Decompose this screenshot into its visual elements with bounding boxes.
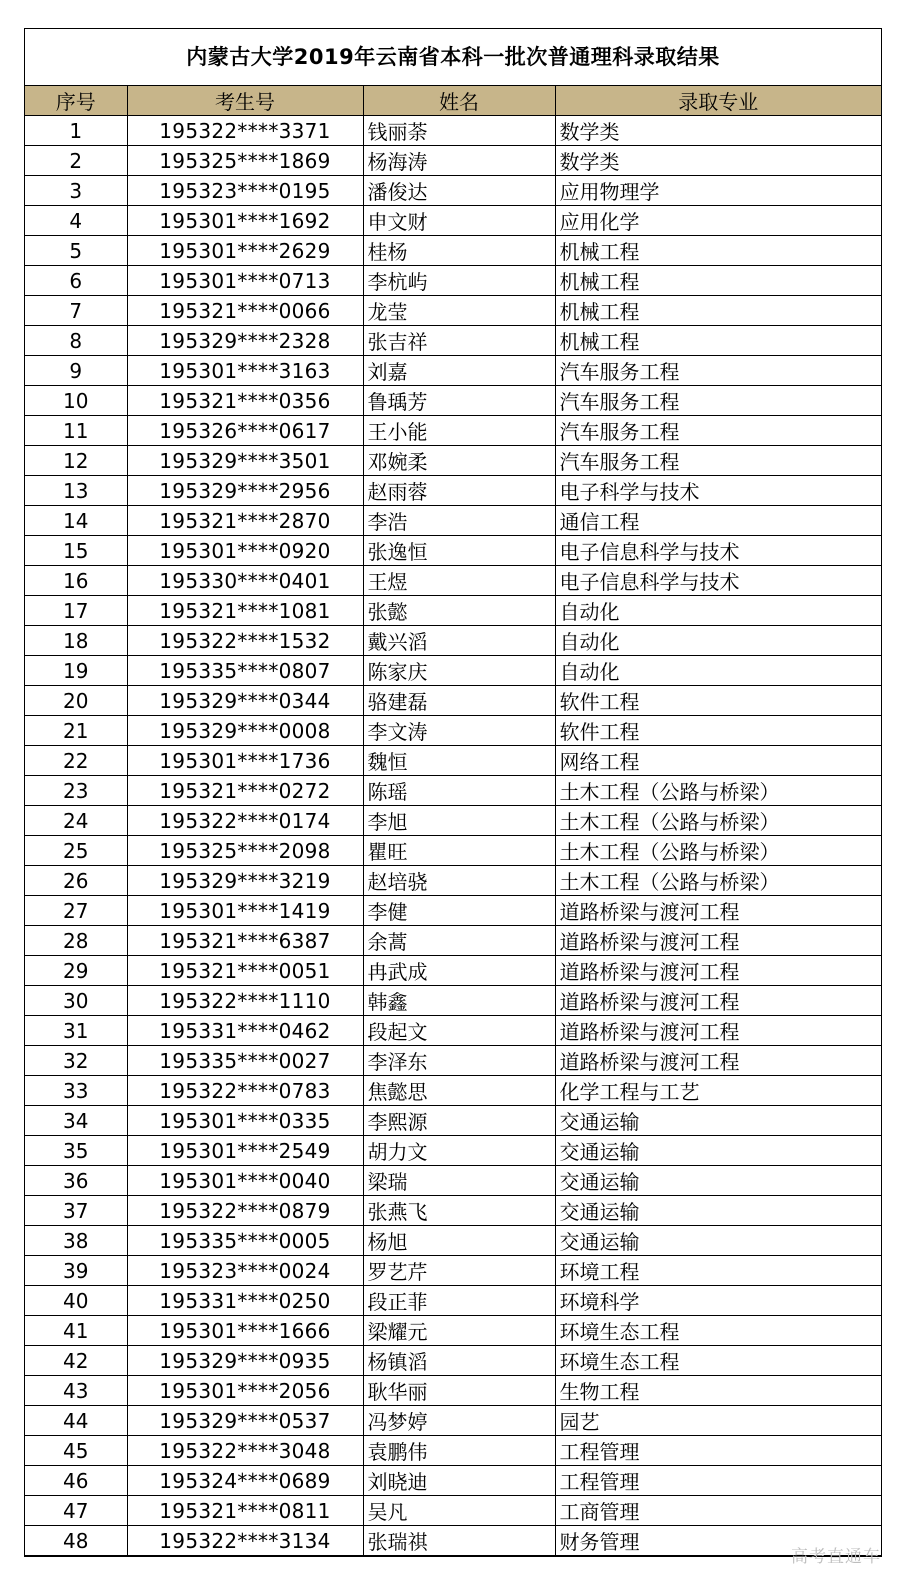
cell-major: 环境生态工程 <box>555 1316 881 1346</box>
table-row <box>25 356 881 386</box>
cell-candidate-id: 195322****0783 <box>127 1076 363 1106</box>
header-row <box>25 86 881 116</box>
cell-name: 王煜 <box>363 566 555 596</box>
cell-name: 杨镇滔 <box>363 1346 555 1376</box>
cell-name: 耿华丽 <box>363 1376 555 1406</box>
table-row <box>25 656 881 686</box>
cell-name: 瞿旺 <box>363 836 555 866</box>
cell-major: 电子信息科学与技术 <box>555 536 881 566</box>
cell-index: 23 <box>25 776 127 806</box>
table-row <box>25 296 881 326</box>
cell-index: 16 <box>25 566 127 596</box>
table-row <box>25 206 881 236</box>
watermark: 高考直通车 <box>791 1547 881 1567</box>
cell-candidate-id: 195322****3048 <box>127 1436 363 1466</box>
cell-candidate-id: 195335****0027 <box>127 1046 363 1076</box>
cell-name: 鲁瑀芳 <box>363 386 555 416</box>
cell-name: 魏恒 <box>363 746 555 776</box>
cell-major: 自动化 <box>555 596 881 626</box>
table-row <box>25 566 881 596</box>
table-row <box>25 686 881 716</box>
header-index: 序号 <box>25 86 127 116</box>
admission-sheet <box>24 28 882 1557</box>
cell-major: 工程管理 <box>555 1436 881 1466</box>
cell-index: 8 <box>25 326 127 356</box>
table-row <box>25 536 881 566</box>
cell-name: 骆建磊 <box>363 686 555 716</box>
table-row <box>25 866 881 896</box>
cell-index: 9 <box>25 356 127 386</box>
cell-major: 道路桥梁与渡河工程 <box>555 926 881 956</box>
cell-candidate-id: 195301****0335 <box>127 1106 363 1136</box>
cell-major: 应用化学 <box>555 206 881 236</box>
cell-name: 胡力文 <box>363 1136 555 1166</box>
cell-name: 王小能 <box>363 416 555 446</box>
cell-major: 道路桥梁与渡河工程 <box>555 986 881 1016</box>
cell-name: 陈瑶 <box>363 776 555 806</box>
cell-name: 张瑞祺 <box>363 1526 555 1556</box>
cell-candidate-id: 195322****0174 <box>127 806 363 836</box>
cell-major: 自动化 <box>555 656 881 686</box>
cell-name: 梁耀元 <box>363 1316 555 1346</box>
cell-name: 段起文 <box>363 1016 555 1046</box>
table-row <box>25 416 881 446</box>
table-row <box>25 1046 881 1076</box>
table-row <box>25 1496 881 1526</box>
cell-index: 28 <box>25 926 127 956</box>
cell-index: 39 <box>25 1256 127 1286</box>
cell-index: 17 <box>25 596 127 626</box>
cell-candidate-id: 195321****0356 <box>127 386 363 416</box>
cell-major: 应用物理学 <box>555 176 881 206</box>
cell-major: 电子科学与技术 <box>555 476 881 506</box>
cell-name: 罗艺芹 <box>363 1256 555 1286</box>
table-row <box>25 116 881 146</box>
cell-candidate-id: 195335****0005 <box>127 1226 363 1256</box>
table-row <box>25 716 881 746</box>
table-row <box>25 746 881 776</box>
cell-index: 38 <box>25 1226 127 1256</box>
cell-major: 电子信息科学与技术 <box>555 566 881 596</box>
cell-candidate-id: 195301****1666 <box>127 1316 363 1346</box>
cell-index: 5 <box>25 236 127 266</box>
cell-index: 36 <box>25 1166 127 1196</box>
cell-candidate-id: 195323****0024 <box>127 1256 363 1286</box>
cell-candidate-id: 195322****3134 <box>127 1526 363 1556</box>
header-name: 姓名 <box>363 86 555 116</box>
header-major: 录取专业 <box>555 86 881 116</box>
cell-candidate-id: 195325****1869 <box>127 146 363 176</box>
cell-major: 交通运输 <box>555 1136 881 1166</box>
cell-name: 李熙源 <box>363 1106 555 1136</box>
cell-major: 土木工程（公路与桥梁） <box>555 776 881 806</box>
cell-candidate-id: 195322****3371 <box>127 116 363 146</box>
cell-candidate-id: 195321****0051 <box>127 956 363 986</box>
cell-index: 30 <box>25 986 127 1016</box>
table-row <box>25 446 881 476</box>
cell-name: 潘俊达 <box>363 176 555 206</box>
cell-index: 42 <box>25 1346 127 1376</box>
cell-candidate-id: 195329****0935 <box>127 1346 363 1376</box>
cell-index: 45 <box>25 1436 127 1466</box>
cell-name: 张逸恒 <box>363 536 555 566</box>
cell-index: 32 <box>25 1046 127 1076</box>
cell-candidate-id: 195301****2549 <box>127 1136 363 1166</box>
cell-name: 冯梦婷 <box>363 1406 555 1436</box>
cell-name: 冉武成 <box>363 956 555 986</box>
cell-name: 李杭屿 <box>363 266 555 296</box>
cell-name: 张吉祥 <box>363 326 555 356</box>
cell-candidate-id: 195329****3501 <box>127 446 363 476</box>
table-row <box>25 776 881 806</box>
table-row <box>25 1286 881 1316</box>
cell-candidate-id: 195301****3163 <box>127 356 363 386</box>
cell-candidate-id: 195329****0537 <box>127 1406 363 1436</box>
cell-major: 软件工程 <box>555 686 881 716</box>
cell-index: 13 <box>25 476 127 506</box>
cell-index: 7 <box>25 296 127 326</box>
cell-major: 汽车服务工程 <box>555 356 881 386</box>
cell-major: 工商管理 <box>555 1496 881 1526</box>
cell-candidate-id: 195329****0344 <box>127 686 363 716</box>
cell-index: 37 <box>25 1196 127 1226</box>
cell-name: 杨海涛 <box>363 146 555 176</box>
cell-candidate-id: 195301****1736 <box>127 746 363 776</box>
cell-candidate-id: 195322****1532 <box>127 626 363 656</box>
cell-index: 41 <box>25 1316 127 1346</box>
cell-major: 汽车服务工程 <box>555 446 881 476</box>
cell-major: 土木工程（公路与桥梁） <box>555 866 881 896</box>
table-row <box>25 1346 881 1376</box>
cell-candidate-id: 195321****1081 <box>127 596 363 626</box>
cell-major: 财务管理 <box>555 1526 881 1556</box>
cell-major: 机械工程 <box>555 326 881 356</box>
cell-major: 土木工程（公路与桥梁） <box>555 836 881 866</box>
cell-major: 道路桥梁与渡河工程 <box>555 956 881 986</box>
table-row <box>25 1316 881 1346</box>
cell-index: 29 <box>25 956 127 986</box>
cell-major: 道路桥梁与渡河工程 <box>555 896 881 926</box>
table-row <box>25 266 881 296</box>
table-row <box>25 1436 881 1466</box>
cell-major: 土木工程（公路与桥梁） <box>555 806 881 836</box>
cell-candidate-id: 195301****0040 <box>127 1166 363 1196</box>
cell-name: 钱丽荼 <box>363 116 555 146</box>
cell-index: 14 <box>25 506 127 536</box>
cell-name: 龙莹 <box>363 296 555 326</box>
cell-index: 46 <box>25 1466 127 1496</box>
cell-index: 18 <box>25 626 127 656</box>
cell-index: 25 <box>25 836 127 866</box>
cell-name: 余蒿 <box>363 926 555 956</box>
cell-name: 申文财 <box>363 206 555 236</box>
cell-name: 杨旭 <box>363 1226 555 1256</box>
cell-candidate-id: 195329****3219 <box>127 866 363 896</box>
table-row <box>25 1526 881 1556</box>
cell-major: 环境生态工程 <box>555 1346 881 1376</box>
table-row <box>25 476 881 506</box>
cell-name: 焦懿思 <box>363 1076 555 1106</box>
cell-index: 31 <box>25 1016 127 1046</box>
cell-major: 机械工程 <box>555 296 881 326</box>
table-row <box>25 836 881 866</box>
sheet-title: 内蒙古大学2019年云南省本科一批次普通理科录取结果 <box>25 29 881 86</box>
cell-candidate-id: 195322****0879 <box>127 1196 363 1226</box>
cell-candidate-id: 195301****0920 <box>127 536 363 566</box>
cell-candidate-id: 195321****6387 <box>127 926 363 956</box>
cell-candidate-id: 195321****2870 <box>127 506 363 536</box>
cell-name: 赵培骁 <box>363 866 555 896</box>
cell-name: 段正菲 <box>363 1286 555 1316</box>
cell-major: 环境科学 <box>555 1286 881 1316</box>
cell-index: 33 <box>25 1076 127 1106</box>
cell-major: 软件工程 <box>555 716 881 746</box>
cell-index: 10 <box>25 386 127 416</box>
cell-index: 2 <box>25 146 127 176</box>
table-row <box>25 1106 881 1136</box>
table-row <box>25 1016 881 1046</box>
cell-candidate-id: 195329****0008 <box>127 716 363 746</box>
cell-candidate-id: 195321****0066 <box>127 296 363 326</box>
cell-candidate-id: 195329****2328 <box>127 326 363 356</box>
cell-major: 环境工程 <box>555 1256 881 1286</box>
cell-index: 34 <box>25 1106 127 1136</box>
cell-index: 20 <box>25 686 127 716</box>
cell-candidate-id: 195301****1692 <box>127 206 363 236</box>
cell-index: 48 <box>25 1526 127 1556</box>
cell-major: 交通运输 <box>555 1166 881 1196</box>
cell-name: 梁瑞 <box>363 1166 555 1196</box>
cell-name: 李健 <box>363 896 555 926</box>
cell-index: 12 <box>25 446 127 476</box>
cell-candidate-id: 195322****1110 <box>127 986 363 1016</box>
table-body <box>25 116 881 1556</box>
cell-candidate-id: 195329****2956 <box>127 476 363 506</box>
cell-candidate-id: 195331****0250 <box>127 1286 363 1316</box>
cell-candidate-id: 195301****2056 <box>127 1376 363 1406</box>
cell-index: 44 <box>25 1406 127 1436</box>
cell-index: 27 <box>25 896 127 926</box>
cell-index: 6 <box>25 266 127 296</box>
cell-major: 工程管理 <box>555 1466 881 1496</box>
table-row <box>25 596 881 626</box>
cell-index: 3 <box>25 176 127 206</box>
admission-table <box>25 86 881 1556</box>
cell-index: 21 <box>25 716 127 746</box>
table-row <box>25 326 881 356</box>
cell-major: 汽车服务工程 <box>555 416 881 446</box>
table-row <box>25 236 881 266</box>
cell-name: 李文涛 <box>363 716 555 746</box>
cell-major: 交通运输 <box>555 1196 881 1226</box>
cell-name: 赵雨蓉 <box>363 476 555 506</box>
table-row <box>25 1076 881 1106</box>
cell-name: 刘晓迪 <box>363 1466 555 1496</box>
cell-name: 张燕飞 <box>363 1196 555 1226</box>
cell-major: 生物工程 <box>555 1376 881 1406</box>
cell-candidate-id: 195330****0401 <box>127 566 363 596</box>
cell-candidate-id: 195301****0713 <box>127 266 363 296</box>
cell-index: 22 <box>25 746 127 776</box>
cell-index: 1 <box>25 116 127 146</box>
cell-candidate-id: 195301****1419 <box>127 896 363 926</box>
cell-major: 交通运输 <box>555 1226 881 1256</box>
table-row <box>25 1406 881 1436</box>
cell-index: 19 <box>25 656 127 686</box>
table-row <box>25 176 881 206</box>
cell-candidate-id: 195324****0689 <box>127 1466 363 1496</box>
cell-candidate-id: 195325****2098 <box>127 836 363 866</box>
cell-major: 数学类 <box>555 146 881 176</box>
cell-name: 袁鹏伟 <box>363 1436 555 1466</box>
cell-index: 11 <box>25 416 127 446</box>
cell-candidate-id: 195301****2629 <box>127 236 363 266</box>
table-row <box>25 1166 881 1196</box>
cell-major: 园艺 <box>555 1406 881 1436</box>
table-row <box>25 1466 881 1496</box>
table-row <box>25 926 881 956</box>
cell-name: 李旭 <box>363 806 555 836</box>
cell-major: 网络工程 <box>555 746 881 776</box>
cell-name: 陈家庆 <box>363 656 555 686</box>
cell-name: 刘嘉 <box>363 356 555 386</box>
cell-name: 桂杨 <box>363 236 555 266</box>
cell-major: 自动化 <box>555 626 881 656</box>
cell-candidate-id: 195326****0617 <box>127 416 363 446</box>
cell-index: 35 <box>25 1136 127 1166</box>
cell-name: 邓婉柔 <box>363 446 555 476</box>
table-row <box>25 626 881 656</box>
table-row <box>25 146 881 176</box>
table-row <box>25 806 881 836</box>
cell-name: 李浩 <box>363 506 555 536</box>
cell-major: 机械工程 <box>555 236 881 266</box>
table-row <box>25 1196 881 1226</box>
cell-name: 吴凡 <box>363 1496 555 1526</box>
cell-name: 戴兴滔 <box>363 626 555 656</box>
cell-name: 张懿 <box>363 596 555 626</box>
cell-index: 15 <box>25 536 127 566</box>
cell-index: 43 <box>25 1376 127 1406</box>
cell-name: 韩鑫 <box>363 986 555 1016</box>
cell-index: 40 <box>25 1286 127 1316</box>
cell-index: 4 <box>25 206 127 236</box>
cell-index: 47 <box>25 1496 127 1526</box>
header-candidate-id: 考生号 <box>127 86 363 116</box>
cell-major: 道路桥梁与渡河工程 <box>555 1016 881 1046</box>
table-row <box>25 506 881 536</box>
table-row <box>25 986 881 1016</box>
cell-index: 24 <box>25 806 127 836</box>
table-row <box>25 1226 881 1256</box>
table-row <box>25 1256 881 1286</box>
cell-candidate-id: 195335****0807 <box>127 656 363 686</box>
cell-candidate-id: 195331****0462 <box>127 1016 363 1046</box>
cell-major: 交通运输 <box>555 1106 881 1136</box>
cell-major: 通信工程 <box>555 506 881 536</box>
table-row <box>25 956 881 986</box>
cell-index: 26 <box>25 866 127 896</box>
cell-major: 汽车服务工程 <box>555 386 881 416</box>
table-row <box>25 386 881 416</box>
table-row <box>25 896 881 926</box>
cell-major: 数学类 <box>555 116 881 146</box>
cell-name: 李泽东 <box>363 1046 555 1076</box>
cell-major: 机械工程 <box>555 266 881 296</box>
cell-candidate-id: 195321****0272 <box>127 776 363 806</box>
cell-candidate-id: 195321****0811 <box>127 1496 363 1526</box>
table-row <box>25 1376 881 1406</box>
cell-candidate-id: 195323****0195 <box>127 176 363 206</box>
cell-major: 化学工程与工艺 <box>555 1076 881 1106</box>
cell-major: 道路桥梁与渡河工程 <box>555 1046 881 1076</box>
table-row <box>25 1136 881 1166</box>
